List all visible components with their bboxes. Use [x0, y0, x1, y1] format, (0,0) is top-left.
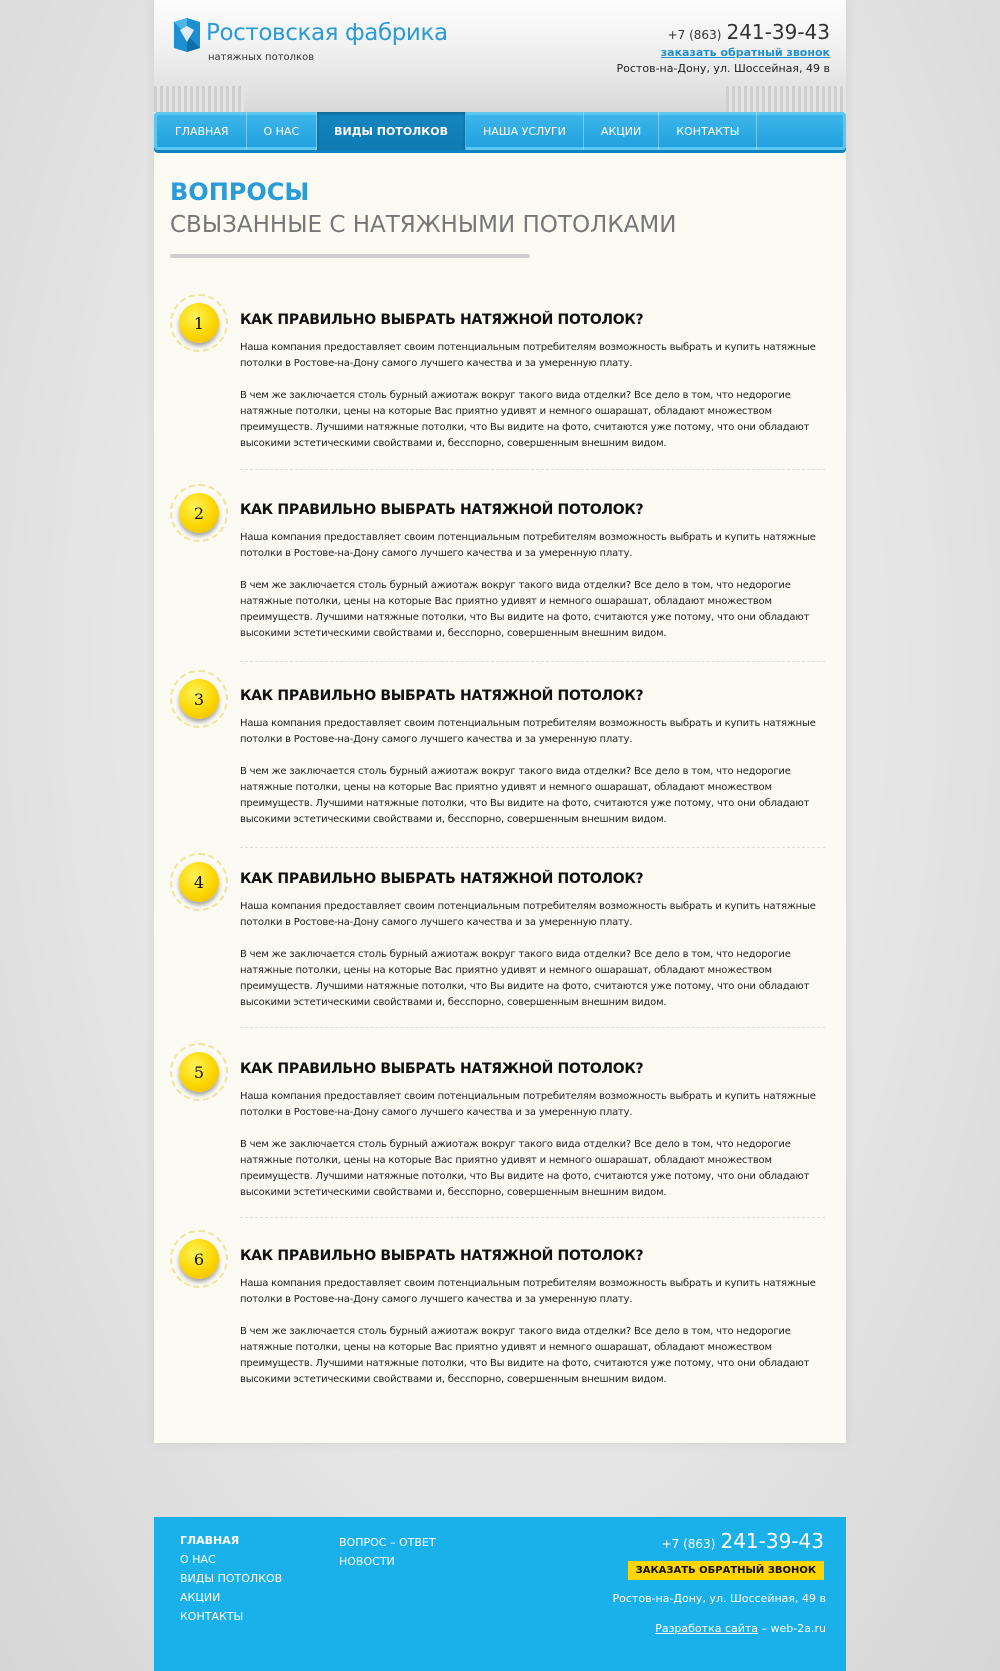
faq-item	[170, 294, 830, 484]
faq-item	[170, 1230, 830, 1400]
footer-link-home[interactable]: ГЛАВНАЯ	[180, 1534, 240, 1547]
callback-link[interactable]: заказать обратный звонок	[660, 46, 830, 59]
faq-answer-paragraph: Наша компания предоставляет своим потенциальным потребителям возможность выбрать и купить натяжные потолки в Ростове-на-Дону самого лучшего качества и за умеренную плату.	[240, 718, 816, 745]
site-footer	[154, 1517, 846, 1671]
faq-divider	[240, 469, 825, 470]
callback-button[interactable]: ЗАКАЗАТЬ ОБРАТНЫЙ ЗВОНОК	[628, 1561, 824, 1580]
faq-question: КАК ПРАВИЛЬНО ВЫБРАТЬ НАТЯЖНОЙ ПОТОЛОК?	[240, 1248, 644, 1264]
phone-code: +7 (863)	[667, 28, 722, 42]
faq-divider	[240, 1027, 825, 1028]
diamond-logo-icon[interactable]	[174, 18, 200, 52]
footer-address: Ростов-на-Дону, ул. Шоссейная, 49 в	[612, 1592, 826, 1605]
footer-link-news[interactable]: НОВОСТИ	[339, 1555, 395, 1568]
number-badge	[170, 294, 228, 352]
nav-item-home[interactable]: ГЛАВНАЯ	[158, 112, 247, 150]
footer-link-promotions[interactable]: АКЦИИ	[180, 1591, 221, 1604]
faq-divider	[240, 661, 825, 662]
faq-answer-paragraph: В чем же заключается столь бурный ажиотаж вокруг такого вида отделки? Все дело в том, что недорогие натяжные потолки, цены на которые Вас приятно удивят и немного ошарашат, обладают множеством преимуществ. Лучшими натяжные потолки, что Вы видите на фото, считаются уже потому, что они обладают высокими эстетическими свойствами и, бесспорно, совершенным внешним видом.	[240, 766, 810, 825]
footer-link-faq[interactable]: ВОПРОС – ОТВЕТ	[339, 1536, 436, 1549]
number-circle: 5	[179, 1052, 219, 1092]
faq-question: КАК ПРАВИЛЬНО ВЫБРАТЬ НАТЯЖНОЙ ПОТОЛОК?	[240, 871, 644, 887]
footer-nav-col1	[180, 1531, 282, 1626]
faq-answer-paragraph: Наша компания предоставляет своим потенциальным потребителям возможность выбрать и купить натяжные потолки в Ростове-на-Дону самого лучшего качества и за умеренную плату.	[240, 342, 816, 369]
number-badge	[170, 484, 228, 542]
phone-number: 241-39-43	[726, 20, 830, 44]
nav-item-ceiling-types[interactable]: ВИДЫ ПОТОЛКОВ	[317, 112, 466, 150]
logo-title[interactable]: Ростовская фабрика	[206, 20, 448, 46]
developer-suffix: – web-2a.ru	[758, 1622, 826, 1635]
nav-item-about[interactable]: О НАС	[247, 112, 318, 150]
faq-answer-paragraph: Наша компания предоставляет своим потенциальным потребителям возможность выбрать и купить натяжные потолки в Ростове-на-Дону самого лучшего качества и за умеренную плату.	[240, 901, 816, 928]
nav-item-contacts[interactable]: КОНТАКТЫ	[659, 112, 757, 150]
footer-nav-col2	[339, 1533, 436, 1571]
number-circle: 1	[179, 303, 219, 343]
faq-answer-paragraph: В чем же заключается столь бурный ажиотаж вокруг такого вида отделки? Все дело в том, что недорогие натяжные потолки, цены на которые Вас приятно удивят и немного ошарашат, обладают множеством преимуществ. Лучшими натяжные потолки, что Вы видите на фото, считаются уже потому, что они обладают высокими эстетическими свойствами и, бесспорно, совершенным внешним видом.	[240, 390, 810, 449]
footer-link-ceiling-types[interactable]: ВИДЫ ПОТОЛКОВ	[180, 1572, 283, 1585]
footer-link-about[interactable]: О НАС	[180, 1553, 216, 1566]
faq-answer-paragraph: В чем же заключается столь бурный ажиотаж вокруг такого вида отделки? Все дело в том, что недорогие натяжные потолки, цены на которые Вас приятно удивят и немного ошарашат, обладают множеством преимуществ. Лучшими натяжные потолки, что Вы видите на фото, считаются уже потому, что они обладают высокими эстетическими свойствами и, бесспорно, совершенным внешним видом.	[240, 949, 810, 1008]
faq-answer-paragraph: В чем же заключается столь бурный ажиотаж вокруг такого вида отделки? Все дело в том, что недорогие натяжные потолки, цены на которые Вас приятно удивят и немного ошарашат, обладают множеством преимуществ. Лучшими натяжные потолки, что Вы видите на фото, считаются уже потому, что они обладают высокими эстетическими свойствами и, бесспорно, совершенным внешним видом.	[240, 1139, 810, 1198]
number-badge	[170, 1230, 228, 1288]
number-badge	[170, 853, 228, 911]
faq-item	[170, 670, 830, 852]
faq-answer-paragraph: В чем же заключается столь бурный ажиотаж вокруг такого вида отделки? Все дело в том, что недорогие натяжные потолки, цены на которые Вас приятно удивят и немного ошарашат, обладают множеством преимуществ. Лучшими натяжные потолки, что Вы видите на фото, считаются уже потому, что они обладают высокими эстетическими свойствами и, бесспорно, совершенным внешним видом.	[240, 580, 810, 639]
footer-link-contacts[interactable]: КОНТАКТЫ	[180, 1610, 244, 1623]
footer-phone	[662, 1529, 824, 1553]
page-container	[154, 0, 846, 1443]
logo-subtitle: натяжных потолков	[208, 52, 315, 63]
curtain-decoration-right	[726, 86, 846, 112]
developer-link[interactable]: Разработка сайта	[655, 1622, 759, 1635]
faq-question: КАК ПРАВИЛЬНО ВЫБРАТЬ НАТЯЖНОЙ ПОТОЛОК?	[240, 502, 644, 518]
curtain-decoration-left	[154, 86, 244, 112]
faq-answer-paragraph: Наша компания предоставляет своим потенциальным потребителям возможность выбрать и купить натяжные потолки в Ростове-на-Дону самого лучшего качества и за умеренную плату.	[240, 532, 816, 559]
faq-item	[170, 853, 830, 1043]
page-title: ВОПРОСЫ	[170, 178, 310, 206]
title-underline	[170, 254, 530, 258]
faq-question: КАК ПРАВИЛЬНО ВЫБРАТЬ НАТЯЖНОЙ ПОТОЛОК?	[240, 312, 644, 328]
faq-answer-paragraph: Наша компания предоставляет своим потенциальным потребителям возможность выбрать и купить натяжные потолки в Ростове-на-Дону самого лучшего качества и за умеренную плату.	[240, 1091, 816, 1118]
faq-question: КАК ПРАВИЛЬНО ВЫБРАТЬ НАТЯЖНОЙ ПОТОЛОК?	[240, 688, 644, 704]
page-subtitle: СВЫЗАННЫЕ С НАТЯЖНЫМИ ПОТОЛКАМИ	[170, 212, 677, 238]
number-circle: 6	[179, 1239, 219, 1279]
faq-item	[170, 1043, 830, 1229]
faq-answer-paragraph: В чем же заключается столь бурный ажиотаж вокруг такого вида отделки? Все дело в том, что недорогие натяжные потолки, цены на которые Вас приятно удивят и немного ошарашат, обладают множеством преимуществ. Лучшими натяжные потолки, что Вы видите на фото, считаются уже потому, что они обладают высокими эстетическими свойствами и, бесспорно, совершенным внешним видом.	[240, 1326, 810, 1385]
footer-phone-code: +7 (863)	[661, 1537, 716, 1551]
main-nav	[154, 112, 846, 150]
site-header	[154, 0, 846, 112]
number-circle: 4	[179, 862, 219, 902]
number-badge	[170, 670, 228, 728]
header-address: Ростов-на-Дону, ул. Шоссейная, 49 в	[616, 62, 830, 75]
developer-credit	[655, 1622, 826, 1635]
faq-answer-paragraph: Наша компания предоставляет своим потенциальным потребителям возможность выбрать и купить натяжные потолки в Ростове-на-Дону самого лучшего качества и за умеренную плату.	[240, 1278, 816, 1305]
faq-question: КАК ПРАВИЛЬНО ВЫБРАТЬ НАТЯЖНОЙ ПОТОЛОК?	[240, 1061, 644, 1077]
number-circle: 2	[179, 493, 219, 533]
number-badge	[170, 1043, 228, 1101]
faq-item	[170, 484, 830, 670]
number-circle: 3	[179, 679, 219, 719]
nav-item-promotions[interactable]: АКЦИИ	[584, 112, 659, 150]
nav-item-services[interactable]: НАША УСЛУГИ	[466, 112, 584, 150]
faq-divider	[240, 847, 825, 848]
footer-phone-number: 241-39-43	[720, 1529, 824, 1553]
header-phone	[668, 20, 830, 44]
faq-divider	[240, 1217, 825, 1218]
